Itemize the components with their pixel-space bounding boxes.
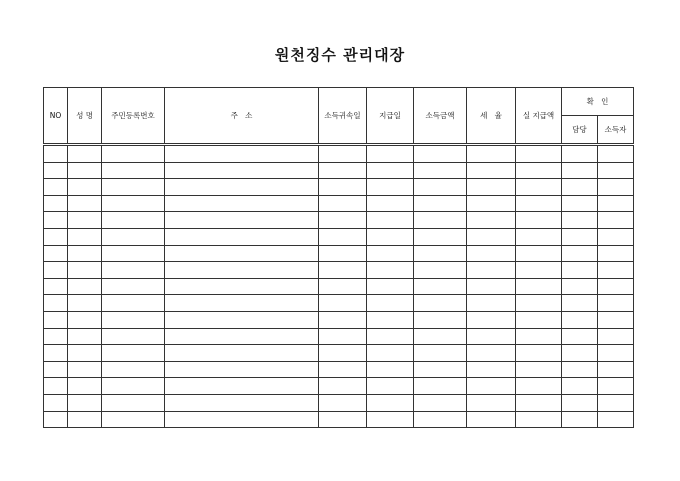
table-cell[interactable] <box>44 245 68 262</box>
table-cell[interactable] <box>68 228 102 245</box>
table-cell[interactable] <box>102 145 165 163</box>
table-cell[interactable] <box>562 361 598 378</box>
table-cell[interactable] <box>598 162 634 179</box>
table-cell[interactable] <box>68 328 102 345</box>
header-payment-date: 지급일 <box>367 88 414 145</box>
table-cell[interactable] <box>414 345 467 362</box>
table-cell[interactable] <box>467 145 516 163</box>
table-cell[interactable] <box>165 328 319 345</box>
table-cell[interactable] <box>367 278 414 295</box>
table-cell[interactable] <box>467 278 516 295</box>
table-cell[interactable] <box>598 295 634 312</box>
table-cell[interactable] <box>467 394 516 411</box>
table-cell[interactable] <box>319 179 367 196</box>
table-cell[interactable] <box>44 145 68 163</box>
table-cell[interactable] <box>598 394 634 411</box>
table-cell[interactable] <box>414 411 467 428</box>
table-cell[interactable] <box>516 278 562 295</box>
table-cell[interactable] <box>516 212 562 229</box>
table-cell[interactable] <box>367 162 414 179</box>
table-cell[interactable] <box>562 311 598 328</box>
header-no: NO <box>44 88 68 145</box>
table-cell[interactable] <box>414 328 467 345</box>
table-cell[interactable] <box>414 162 467 179</box>
table-cell[interactable] <box>165 245 319 262</box>
table-cell[interactable] <box>165 345 319 362</box>
table-cell[interactable] <box>414 311 467 328</box>
table-row <box>44 345 634 362</box>
table-cell[interactable] <box>414 245 467 262</box>
table-cell[interactable] <box>562 394 598 411</box>
table-row <box>44 361 634 378</box>
table-cell[interactable] <box>44 179 68 196</box>
table-cell[interactable] <box>516 378 562 395</box>
table-cell[interactable] <box>598 212 634 229</box>
table-cell[interactable] <box>516 162 562 179</box>
table-cell[interactable] <box>516 228 562 245</box>
table-row <box>44 394 634 411</box>
table-row <box>44 278 634 295</box>
table-cell[interactable] <box>367 311 414 328</box>
table-cell[interactable] <box>516 394 562 411</box>
document-title: 원천징수 관리대장 <box>274 46 406 64</box>
table-row <box>44 295 634 312</box>
table-cell[interactable] <box>367 411 414 428</box>
table-cell[interactable] <box>516 345 562 362</box>
table-cell[interactable] <box>562 245 598 262</box>
table-cell[interactable] <box>367 394 414 411</box>
table-cell[interactable] <box>467 195 516 212</box>
table-cell[interactable] <box>367 328 414 345</box>
header-income-amount: 소득금액 <box>414 88 467 145</box>
table-cell[interactable] <box>44 278 68 295</box>
table-cell[interactable] <box>319 328 367 345</box>
table-cell[interactable] <box>414 195 467 212</box>
table-cell[interactable] <box>319 345 367 362</box>
table-cell[interactable] <box>467 328 516 345</box>
table-cell[interactable] <box>414 394 467 411</box>
table-cell[interactable] <box>562 295 598 312</box>
table-cell[interactable] <box>319 295 367 312</box>
table-cell[interactable] <box>367 361 414 378</box>
table-cell[interactable] <box>68 278 102 295</box>
table-cell[interactable] <box>68 245 102 262</box>
table-cell[interactable] <box>467 179 516 196</box>
table-cell[interactable] <box>102 262 165 279</box>
table-cell[interactable] <box>319 278 367 295</box>
table-row <box>44 195 634 212</box>
table-cell[interactable] <box>562 345 598 362</box>
table-cell[interactable] <box>68 345 102 362</box>
table-cell[interactable] <box>562 328 598 345</box>
table-cell[interactable] <box>516 145 562 163</box>
table-row <box>44 328 634 345</box>
table-cell[interactable] <box>44 411 68 428</box>
table-cell[interactable] <box>165 145 319 163</box>
table-cell[interactable] <box>319 311 367 328</box>
table-row <box>44 411 634 428</box>
table-cell[interactable] <box>165 262 319 279</box>
table-cell[interactable] <box>68 195 102 212</box>
table-cell[interactable] <box>598 262 634 279</box>
table-cell[interactable] <box>467 345 516 362</box>
table-cell[interactable] <box>516 195 562 212</box>
table-cell[interactable] <box>319 411 367 428</box>
table-cell[interactable] <box>467 212 516 229</box>
header-income-period: 소득귀속일 <box>319 88 367 145</box>
table-cell[interactable] <box>102 394 165 411</box>
table-cell[interactable] <box>319 361 367 378</box>
table-cell[interactable] <box>319 212 367 229</box>
table-row <box>44 262 634 279</box>
table-cell[interactable] <box>44 394 68 411</box>
header-tax: 세 율 <box>467 88 516 145</box>
table-cell[interactable] <box>562 278 598 295</box>
table-cell[interactable] <box>102 311 165 328</box>
table-cell[interactable] <box>165 162 319 179</box>
table-cell[interactable] <box>319 162 367 179</box>
table-cell[interactable] <box>68 378 102 395</box>
table-cell[interactable] <box>367 345 414 362</box>
table-cell[interactable] <box>319 245 367 262</box>
table-row <box>44 212 634 229</box>
table-cell[interactable] <box>319 145 367 163</box>
table-cell[interactable] <box>467 262 516 279</box>
table-cell[interactable] <box>102 278 165 295</box>
table-cell[interactable] <box>68 361 102 378</box>
table-cell[interactable] <box>68 179 102 196</box>
table-cell[interactable] <box>44 212 68 229</box>
table-cell[interactable] <box>414 179 467 196</box>
table-cell[interactable] <box>102 295 165 312</box>
table-cell[interactable] <box>44 195 68 212</box>
table-row <box>44 228 634 245</box>
table-cell[interactable] <box>68 145 102 163</box>
table-cell[interactable] <box>516 179 562 196</box>
header-resident-number: 주민등록번호 <box>102 88 165 145</box>
table-cell[interactable] <box>44 328 68 345</box>
table-cell[interactable] <box>165 295 319 312</box>
table-cell[interactable] <box>467 295 516 312</box>
ledger-body <box>44 145 634 428</box>
table-cell[interactable] <box>102 345 165 362</box>
table-cell[interactable] <box>165 378 319 395</box>
table-cell[interactable] <box>102 411 165 428</box>
table-cell[interactable] <box>516 361 562 378</box>
table-cell[interactable] <box>414 278 467 295</box>
table-cell[interactable] <box>367 295 414 312</box>
table-cell[interactable] <box>68 394 102 411</box>
table-cell[interactable] <box>562 378 598 395</box>
table-cell[interactable] <box>102 162 165 179</box>
header-confirm-charge: 담당 <box>562 116 598 145</box>
table-cell[interactable] <box>414 145 467 163</box>
table-cell[interactable] <box>319 228 367 245</box>
table-cell[interactable] <box>44 378 68 395</box>
table-cell[interactable] <box>102 195 165 212</box>
table-cell[interactable] <box>598 311 634 328</box>
table-cell[interactable] <box>319 195 367 212</box>
table-cell[interactable] <box>598 378 634 395</box>
table-cell[interactable] <box>562 145 598 163</box>
table-cell[interactable] <box>319 394 367 411</box>
table-cell[interactable] <box>598 278 634 295</box>
table-cell[interactable] <box>68 212 102 229</box>
table-row <box>44 378 634 395</box>
table-cell[interactable] <box>165 195 319 212</box>
table-cell[interactable] <box>319 378 367 395</box>
header-confirm-earner: 소득자 <box>598 116 634 145</box>
table-cell[interactable] <box>598 228 634 245</box>
table-cell[interactable] <box>102 361 165 378</box>
table-cell[interactable] <box>562 162 598 179</box>
table-cell[interactable] <box>102 179 165 196</box>
table-cell[interactable] <box>467 162 516 179</box>
table-cell[interactable] <box>68 295 102 312</box>
header-address: 주 소 <box>165 88 319 145</box>
table-cell[interactable] <box>165 411 319 428</box>
table-cell[interactable] <box>516 311 562 328</box>
table-cell[interactable] <box>516 245 562 262</box>
header-confirm: 확 인 <box>562 88 634 116</box>
table-cell[interactable] <box>367 228 414 245</box>
table-cell[interactable] <box>165 228 319 245</box>
table-cell[interactable] <box>367 378 414 395</box>
table-cell[interactable] <box>165 311 319 328</box>
table-cell[interactable] <box>562 228 598 245</box>
table-cell[interactable] <box>44 295 68 312</box>
table-row <box>44 311 634 328</box>
table-cell[interactable] <box>516 411 562 428</box>
table-cell[interactable] <box>516 262 562 279</box>
table-cell[interactable] <box>68 262 102 279</box>
table-row <box>44 145 634 163</box>
table-cell[interactable] <box>44 162 68 179</box>
table-cell[interactable] <box>165 361 319 378</box>
table-cell[interactable] <box>467 361 516 378</box>
table-cell[interactable] <box>102 212 165 229</box>
table-cell[interactable] <box>562 179 598 196</box>
table-cell[interactable] <box>562 212 598 229</box>
table-cell[interactable] <box>102 378 165 395</box>
table-cell[interactable] <box>68 411 102 428</box>
withholding-ledger-table <box>43 87 634 428</box>
table-cell[interactable] <box>44 262 68 279</box>
table-cell[interactable] <box>562 262 598 279</box>
table-cell[interactable] <box>414 295 467 312</box>
table-cell[interactable] <box>598 411 634 428</box>
table-cell[interactable] <box>598 245 634 262</box>
table-cell[interactable] <box>102 245 165 262</box>
table-cell[interactable] <box>44 228 68 245</box>
table-cell[interactable] <box>68 162 102 179</box>
table-cell[interactable] <box>414 361 467 378</box>
table-cell[interactable] <box>367 195 414 212</box>
table-cell[interactable] <box>598 179 634 196</box>
header-name: 성 명 <box>68 88 102 145</box>
table-cell[interactable] <box>165 212 319 229</box>
table-row <box>44 179 634 196</box>
table-cell[interactable] <box>367 212 414 229</box>
table-cell[interactable] <box>467 311 516 328</box>
table-cell[interactable] <box>44 361 68 378</box>
table-cell[interactable] <box>414 212 467 229</box>
table-cell[interactable] <box>414 228 467 245</box>
table-cell[interactable] <box>598 145 634 163</box>
table-cell[interactable] <box>367 145 414 163</box>
table-row <box>44 245 634 262</box>
table-cell[interactable] <box>562 411 598 428</box>
table-cell[interactable] <box>598 195 634 212</box>
table-cell[interactable] <box>467 228 516 245</box>
table-cell[interactable] <box>44 345 68 362</box>
header-net-payment: 실 지급액 <box>516 88 562 145</box>
table-cell[interactable] <box>516 328 562 345</box>
table-cell[interactable] <box>367 262 414 279</box>
table-cell[interactable] <box>165 278 319 295</box>
table-cell[interactable] <box>516 295 562 312</box>
table-cell[interactable] <box>165 179 319 196</box>
table-cell[interactable] <box>165 394 319 411</box>
table-cell[interactable] <box>467 378 516 395</box>
table-cell[interactable] <box>414 262 467 279</box>
table-cell[interactable] <box>102 328 165 345</box>
table-cell[interactable] <box>367 179 414 196</box>
table-cell[interactable] <box>598 345 634 362</box>
table-cell[interactable] <box>44 311 68 328</box>
table-cell[interactable] <box>467 245 516 262</box>
table-cell[interactable] <box>319 262 367 279</box>
table-cell[interactable] <box>467 411 516 428</box>
table-cell[interactable] <box>367 245 414 262</box>
table-cell[interactable] <box>68 311 102 328</box>
table-cell[interactable] <box>102 228 165 245</box>
table-cell[interactable] <box>414 378 467 395</box>
table-cell[interactable] <box>562 195 598 212</box>
table-row <box>44 162 634 179</box>
table-cell[interactable] <box>598 328 634 345</box>
table-cell[interactable] <box>598 361 634 378</box>
